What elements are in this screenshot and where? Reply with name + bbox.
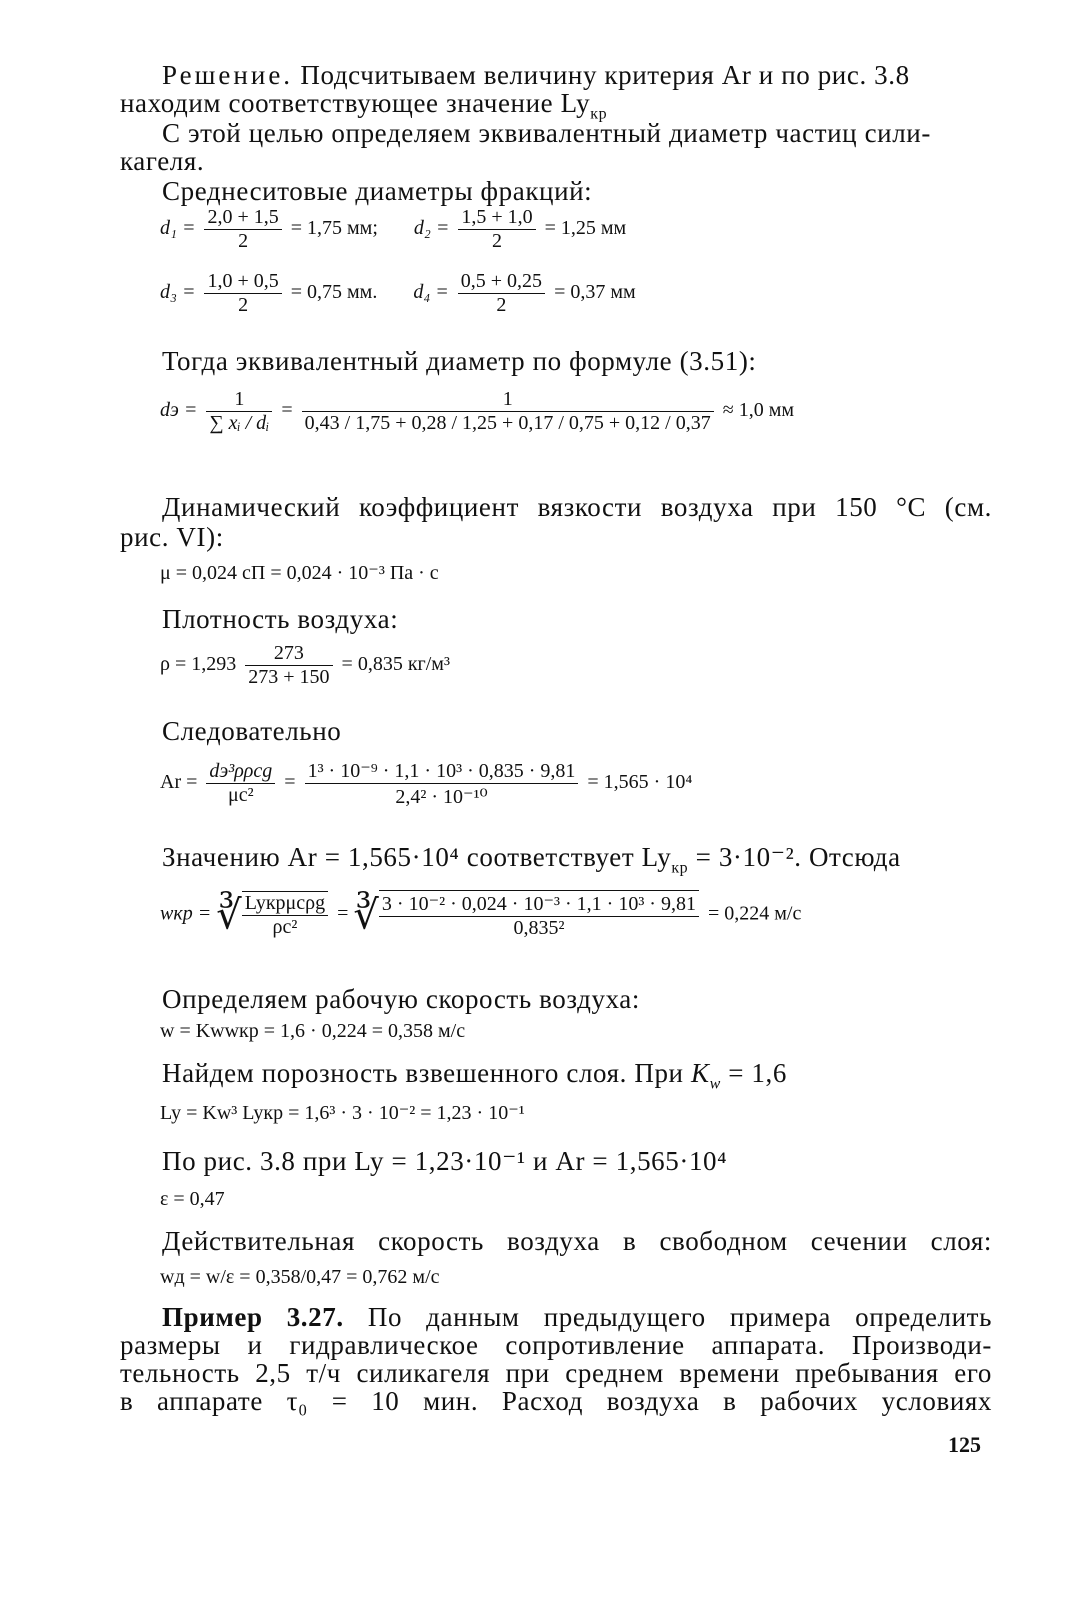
example-line-3: тельность 2,5 т/ч силикагеля при среднем времени пребывания его [120, 1358, 992, 1388]
solution-text: Подсчитываем величину критерия Ar и по рис. 3.8 [293, 60, 910, 90]
solution-line-1 [162, 60, 910, 91]
de-fraction-1: $\frac{1}{\text{∑ xᵢ / dᵢ}}$ [206, 388, 272, 435]
formula-viscosity: μ = 0,024 сП = 0,024 · 10⁻³ Па · с [160, 562, 439, 584]
paragraph-2-line-1: С этой целью определяем эквивалентный диаметр частиц сили- [162, 118, 931, 148]
d1-result: = 1,75 мм; [290, 217, 378, 240]
ly-critical-line: Значению Ar = 1,565·10⁴ соответствует $Ly_{кр} = 3\cdot 10^{-2}$. Отсюда [162, 842, 901, 877]
actual-velocity-heading: Действительная скорость воздуха в свободном сечении слоя: [162, 1226, 992, 1256]
equivalent-diameter-heading: Тогда эквивалентный диаметр по формуле (3.51): [162, 346, 757, 376]
paragraph-2-line-2: кагеля. [120, 146, 205, 176]
formula-equivalent-diameter: dэ = $\frac{1}{\text{∑ xᵢ / dᵢ}}$ = $\frac{1}{0,43 / 1,75 + 0,28 / 1,25 + 0,17 / 0,75 + 0,12 / 0,37}$ ≈ 1,0 мм [160, 388, 795, 434]
rho-result: = 0,835 кг/м³ [341, 653, 450, 676]
d1-symbol: d₁ = [160, 217, 196, 240]
ar-fraction-2: $\frac{\text{1³ · 10⁻⁹ · 1,1 · 10³ · 0,835 · 9,81}}{\text{2,4² · 10⁻¹⁰}}$ [305, 758, 579, 809]
page-number: 125 [948, 1432, 981, 1457]
formula-working-velocity: w = Kwwкр = 1,6 · 0,224 = 0,358 м/с [160, 1020, 466, 1042]
wkr-result: = 0,224 м/с [707, 902, 802, 925]
formula-d3-d4 [160, 270, 636, 317]
de-symbol: dэ = [160, 399, 198, 422]
de-result: ≈ 1,0 мм [722, 399, 795, 422]
cube-root-2: ∛ [353, 892, 379, 938]
solution-text-2: находим соответствующее значение Ly [120, 88, 591, 118]
d4-symbol: d₄ = [413, 281, 449, 304]
example-label: Пример 3.27. [162, 1302, 344, 1332]
wkr-fraction-2: $\frac{\text{3 · 10⁻² · 0,024 · 10⁻³ · 1,1 · 10³ · 9,81}}{\text{0,835²}}$ [379, 890, 699, 940]
formula-d1-d2 [160, 206, 626, 253]
ar-fraction-1: $\frac{\text{dэ³ρρсg}}{\text{μс²}}$ [206, 760, 275, 807]
ar-symbol: Ar = [160, 771, 198, 794]
de-denominator: 0,43 / 1,75 + 0,28 / 1,25 + 0,17 / 0,75 + 0,12 / 0,37 [304, 412, 711, 434]
de-fraction-2: $\frac{1}{0,43 / 1,75 + 0,28 / 1,25 + 0,17 / 0,75 + 0,12 / 0,37}$ [302, 388, 714, 435]
solution-word: Решение. [162, 60, 294, 90]
wkr-fraction-1: $\frac{\text{Lyкрμсρg}}{\text{ρс²}}$ [242, 891, 328, 939]
fractions-heading: Среднеситовые диаметры фракций: [162, 176, 593, 206]
formula-archimedes: Ar = $\frac{\text{dэ³ρρсg}}{\text{μс²}}$ = $\frac{\text{1³ · 10⁻⁹ · 1,1 · 10³ · 0,835 · 9,81}}{\text{2,4² · 10⁻¹⁰}}$ = 1,565 · 10⁴ [160, 760, 693, 808]
rho-symbol: ρ = 1,293 [160, 653, 237, 676]
d2-result: = 1,25 мм [544, 217, 627, 240]
d3-result: = 0,75 мм. [290, 281, 378, 304]
formula-actual-velocity: wд = w/ε = 0,358/0,47 = 0,762 м/с [160, 1266, 440, 1288]
d4-result: = 0,37 мм [554, 281, 636, 304]
subscript-kr: кр [590, 105, 608, 123]
formula-density [160, 642, 450, 689]
therefore-heading: Следовательно [162, 716, 342, 746]
cube-root-1: ∛ [216, 892, 242, 938]
d2-symbol: d₂ = [413, 217, 450, 240]
d2-fraction: $\frac{1,5 + 1,0}{2}$ [458, 206, 535, 253]
formula-porosity: ε = 0,47 [160, 1188, 225, 1210]
d4-fraction: $\frac{0,5 + 0,25}{2}$ [458, 270, 545, 317]
rho-fraction: $\frac{273}{273 + 150}$ [245, 642, 332, 689]
d3-fraction: $\frac{1,0 + 0,5}{2}$ [204, 270, 281, 317]
formula-ly: Ly = Kw³ Lyкр = 1,6³ · 3 · 10⁻² = 1,23 · 10⁻¹ [160, 1102, 525, 1124]
density-heading: Плотность воздуха: [162, 604, 399, 634]
formula-critical-velocity: wкр = ∛ $\frac{\text{Lyкрμсρg}}{\text{ρс²}}$ = ∛ $\frac{\text{3 · 10⁻² · 0,024 · 10⁻³ · 1,1 · 10³ · 9,81}}{\text{0,835²}}$ = 0,224 м/с [160, 892, 802, 939]
d3-symbol: d₃ = [160, 281, 196, 304]
example-line-1: Пример 3.27. По данным предыдущего примера определить [162, 1302, 992, 1332]
viscosity-line-1: Динамический коэффициент вязкости воздуха при 150 °C (см. [162, 492, 992, 522]
figure-reference-line: По рис. 3.8 при Ly = 1,23·10⁻¹ и Ar = 1,565·10⁴ [162, 1146, 728, 1176]
example-line-4: в аппарате τ₀ = 10 мин. Расход воздуха в рабочих условиях [120, 1386, 992, 1416]
working-velocity-heading: Определяем рабочую скорость воздуха: [162, 984, 640, 1014]
porosity-heading: Найдем порозность взвешенного слоя. При $K_w = 1,6$ [162, 1058, 787, 1093]
viscosity-line-2: рис. VI): [120, 522, 224, 552]
wkr-symbol: wкр = [160, 902, 212, 925]
d1-fraction: $\frac{2,0 + 1,5}{2}$ [204, 206, 281, 253]
example-line-2: размеры и гидравлическое сопротивление аппарата. Производи- [120, 1330, 992, 1360]
ar-result: = 1,565 · 10⁴ [587, 771, 693, 794]
